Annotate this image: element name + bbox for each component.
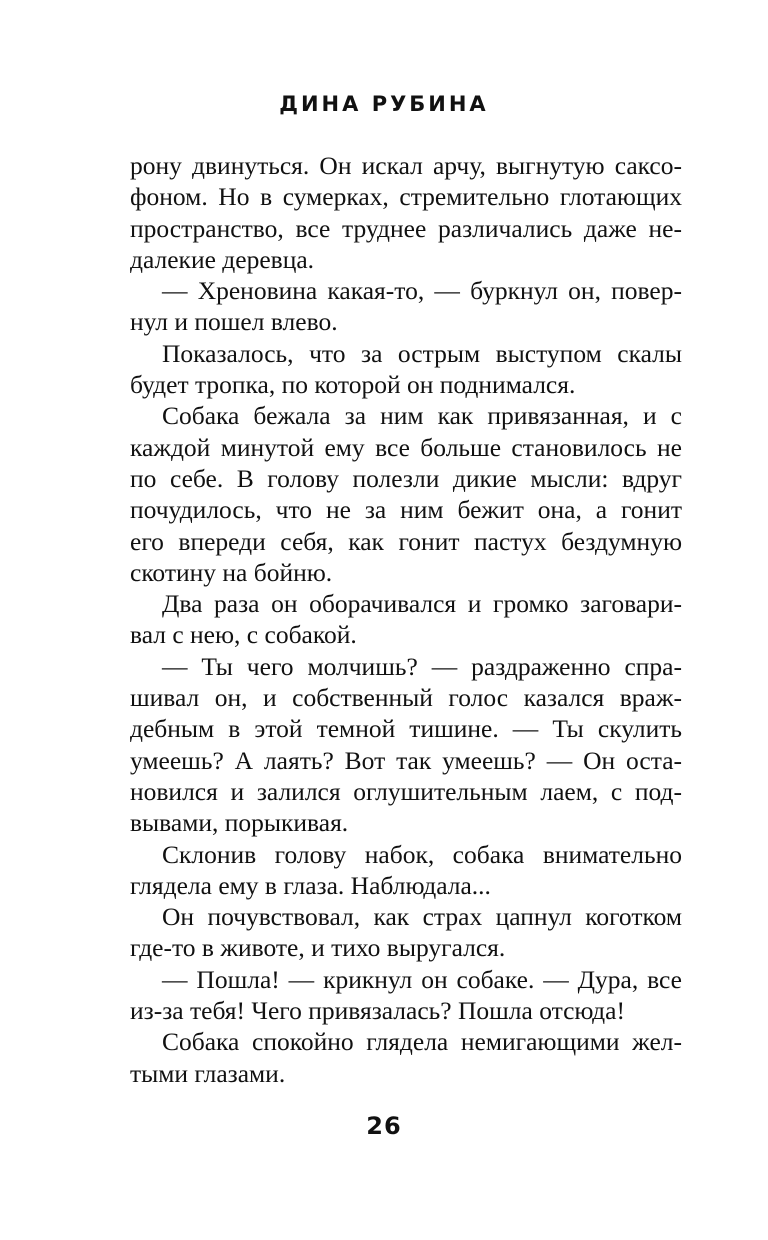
body-text (130, 150, 682, 1089)
text-line: по себе. В голову полезли дикие мысли: вдруг (130, 463, 682, 493)
paragraph (130, 964, 682, 1027)
paragraph (130, 1026, 682, 1089)
text-line: почудилось, что не за ним бежит она, а гонит (130, 495, 682, 525)
paragraph (130, 275, 682, 338)
text-line: каждой минутой ему все больше становилось не (130, 432, 682, 462)
text-line: вывами, порыкивая. (130, 808, 349, 838)
page-number: 26 (366, 1112, 402, 1140)
text-line: — Хреновина какая-то, — буркнул он, повер- (162, 276, 682, 306)
text-line: Склонив голову набок, собака внимательно (162, 839, 682, 869)
text-line: будет тропка, по которой он поднимался. (130, 370, 576, 400)
text-line: его впереди себя, как гонит пастух бездумную (130, 526, 682, 556)
text-line: из-за тебя! Чего привязалась? Пошла отсюда! (130, 996, 625, 1026)
text-line: шивал он, и собственный голос казался враж- (130, 683, 682, 713)
text-line: далекие деревца. (130, 244, 315, 274)
paragraph (130, 338, 682, 401)
text-line: — Пошла! — крикнул он собаке. — Дура, все (162, 964, 682, 994)
running-head-author: ДИНА РУБИНА (279, 92, 489, 116)
paragraph (130, 400, 682, 588)
text-line: где-то в животе, и тихо выругался. (130, 933, 506, 963)
text-line: рону двинуться. Он искал арчу, выгнутую саксо- (130, 151, 682, 180)
text-line: пространство, все труднее различались даже не- (130, 213, 682, 243)
paragraph (130, 150, 682, 275)
paragraph (130, 839, 682, 902)
text-line: — Ты чего молчишь? — раздраженно спра- (162, 651, 682, 681)
text-line: нул и пошел влево. (130, 307, 338, 337)
paragraph (130, 588, 682, 651)
text-line: Показалось, что за острым выступом скалы (162, 338, 682, 368)
text-line: дебным в этой темной тишине. — Ты скулить (130, 714, 682, 744)
text-line: Собака бежала за ним как привязанная, и с (162, 401, 682, 431)
text-line: новился и залился оглушительным лаем, с под- (130, 776, 682, 806)
text-line: глядела ему в глаза. Наблюдала... (130, 870, 491, 900)
text-line: вал с нею, с собакой. (130, 620, 357, 650)
text-line: скотину на бойню. (130, 557, 333, 587)
text-line: фоном. Но в сумерках, стремительно глотающих (130, 182, 682, 212)
text-line: тыми глазами. (130, 1058, 286, 1088)
text-line: Собака спокойно глядела немигающими жел- (162, 1027, 682, 1057)
text-line: Два раза он оборачивался и громко заговари- (162, 589, 682, 619)
paragraph (130, 901, 682, 964)
text-line: умеешь? А лаять? Вот так умеешь? — Он оста- (130, 745, 682, 775)
text-line: Он почувствовал, как страх цапнул коготком (162, 902, 682, 932)
paragraph (130, 651, 682, 839)
